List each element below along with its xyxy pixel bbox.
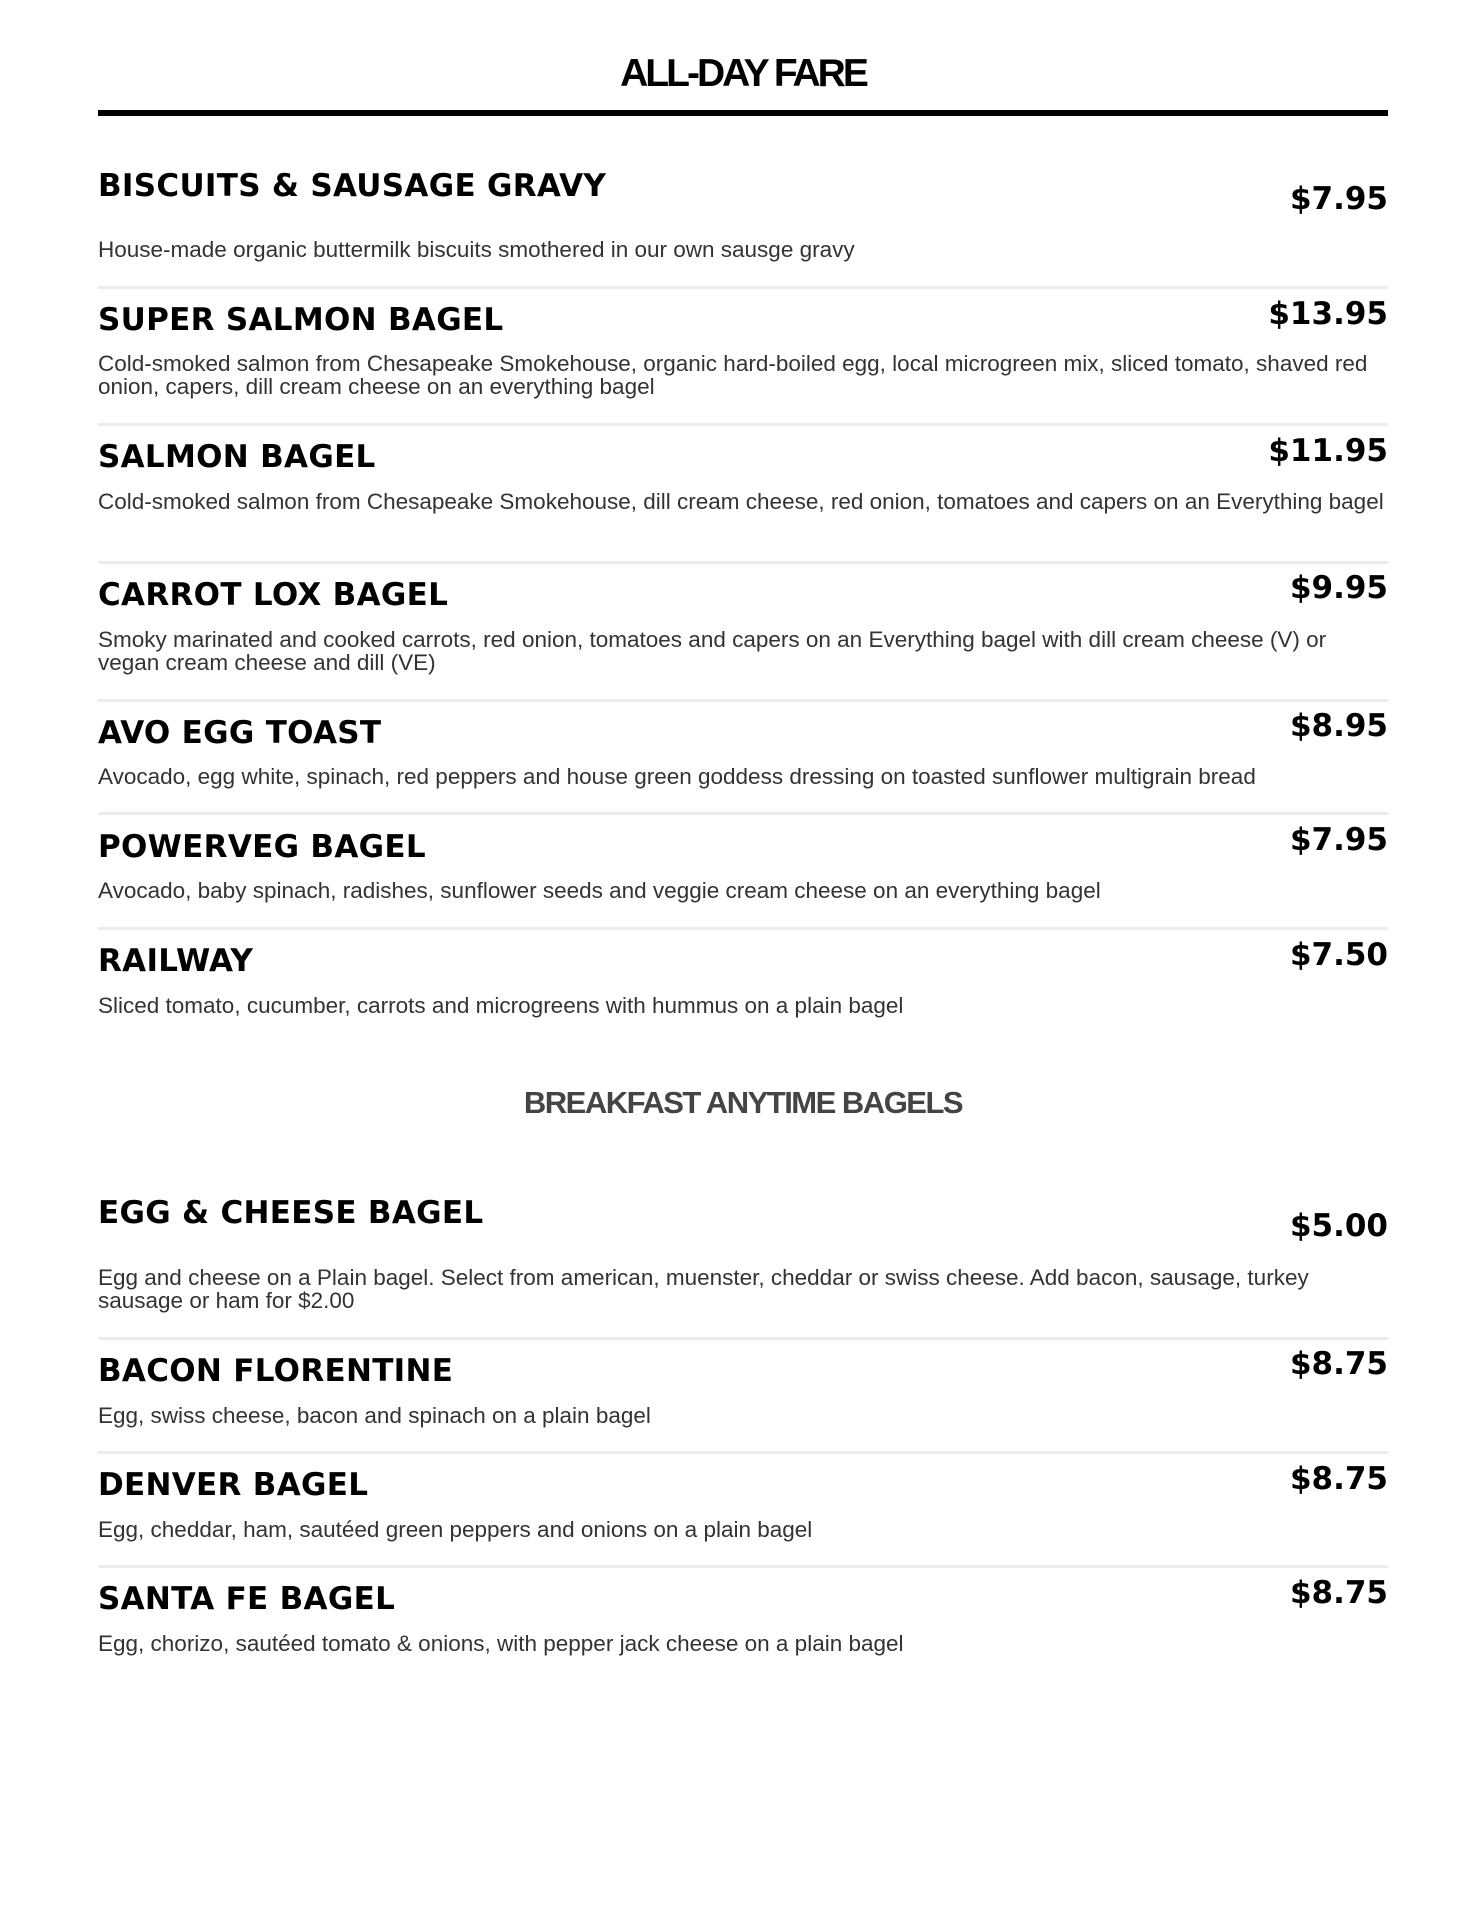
item-name: POWERVEG BAGEL: [98, 829, 426, 865]
item-name: SANTA FE BAGEL: [98, 1581, 396, 1617]
item-divider: [98, 1337, 1388, 1340]
item-divider: [98, 561, 1388, 564]
item-name: SUPER SALMON BAGEL: [98, 302, 504, 338]
item-description: Avocado, baby spinach, radishes, sunflower seeds and veggie cream cheese on an everything bagel: [98, 878, 1101, 903]
item-name: SALMON BAGEL: [98, 439, 376, 475]
item-description: Egg, cheddar, ham, sautéed green peppers and onions on a plain bagel: [98, 1517, 813, 1542]
item-description: House-made organic buttermilk biscuits smothered in our own sausge gravy: [98, 237, 855, 262]
item-name: BACON FLORENTINE: [98, 1353, 454, 1389]
item-name: EGG & CHEESE BAGEL: [98, 1195, 484, 1231]
item-description: Avocado, egg white, spinach, red peppers and house green goddess dressing on toasted sunflower multigrain bread: [98, 764, 1256, 789]
item-price: $7.50: [1289, 937, 1388, 973]
item-price: $8.75: [1289, 1461, 1388, 1497]
item-price: $8.95: [1289, 708, 1388, 744]
item-price: $5.00: [1289, 1208, 1388, 1244]
title-rule: [98, 110, 1388, 116]
item-name: CARROT LOX BAGEL: [98, 577, 449, 613]
section-title: BREAKFAST ANYTIME BAGELS: [523, 1085, 963, 1120]
item-price: $8.75: [1289, 1346, 1388, 1382]
item-description: Egg and cheese on a Plain bagel. Select from american, muenster, cheddar or swiss cheese. Add bacon, sausage, turkey sausage or ham for $2.00: [98, 1265, 1309, 1313]
item-description: Egg, chorizo, sautéed tomato & onions, with pepper jack cheese on a plain bagel: [98, 1631, 904, 1656]
item-price: $11.95: [1268, 433, 1388, 469]
item-divider: [98, 1565, 1388, 1568]
item-name: RAILWAY: [98, 943, 254, 979]
item-price: $7.95: [1289, 822, 1388, 858]
item-description: Smoky marinated and cooked carrots, red onion, tomatoes and capers on an Everything bagel with dill cream cheese (V) or vegan cream cheese and dill (VE): [98, 627, 1327, 675]
item-description: Sliced tomato, cucumber, carrots and microgreens with hummus on a plain bagel: [98, 993, 904, 1018]
item-price: $8.75: [1289, 1575, 1388, 1611]
item-price: $7.95: [1289, 181, 1388, 217]
item-price: $13.95: [1268, 296, 1388, 332]
item-name: DENVER BAGEL: [98, 1467, 369, 1503]
item-divider: [98, 286, 1388, 289]
item-divider: [98, 1451, 1388, 1454]
item-description: Cold-smoked salmon from Chesapeake Smokehouse, dill cream cheese, red onion, tomatoes and capers on an Everything bagel: [98, 489, 1384, 514]
item-divider: [98, 423, 1388, 426]
item-price: $9.95: [1289, 570, 1388, 606]
item-description: Cold-smoked salmon from Chesapeake Smokehouse, organic hard-boiled egg, local microgreen mix, sliced tomato, shaved red onion, capers, dill cream cheese on an everything bagel: [98, 351, 1368, 399]
item-name: BISCUITS & SAUSAGE GRAVY: [98, 168, 607, 204]
item-divider: [98, 927, 1388, 930]
item-name: AVO EGG TOAST: [98, 715, 382, 751]
menu-title: ALL-DAY FARE: [620, 52, 866, 95]
item-divider: [98, 812, 1388, 815]
item-divider: [98, 699, 1388, 702]
item-description: Egg, swiss cheese, bacon and spinach on a plain bagel: [98, 1403, 651, 1428]
